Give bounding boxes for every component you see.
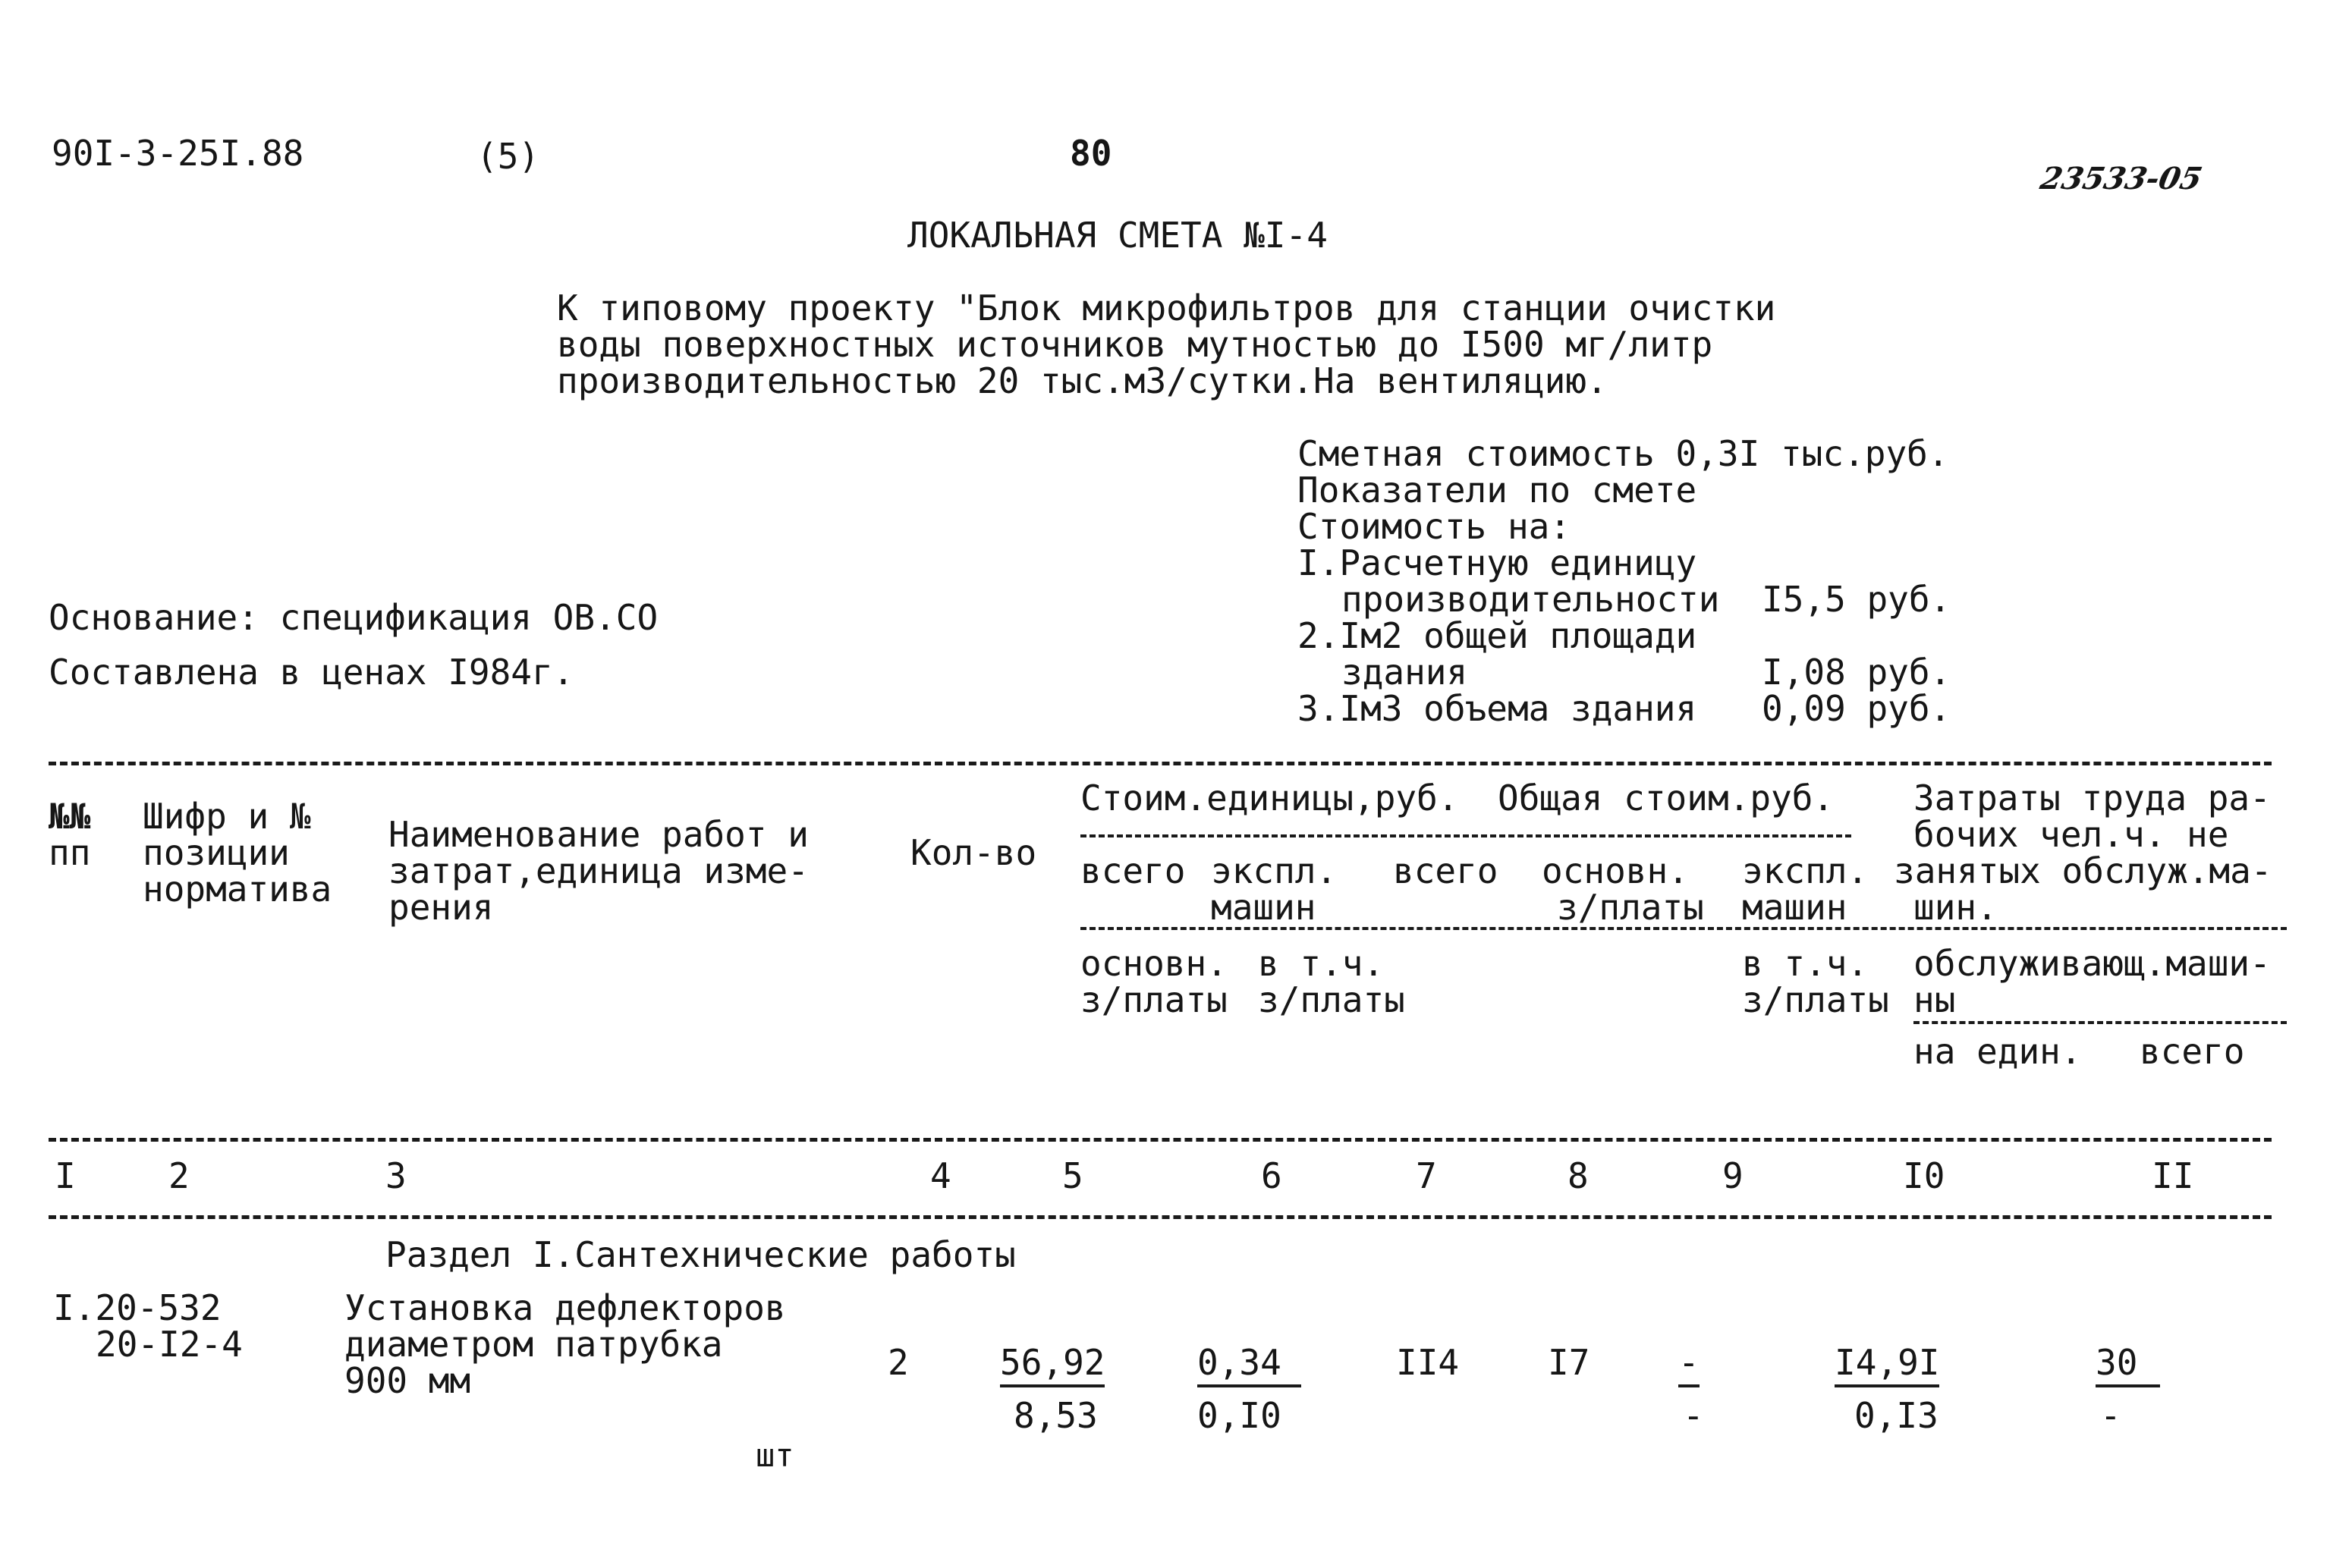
col-qty-label: Кол-во — [910, 832, 1037, 873]
col-number-3: 3 — [385, 1155, 407, 1196]
prices-line: Составлена в ценах I984г. — [49, 652, 574, 693]
indicator-2-value: I,08 руб. — [1762, 652, 1951, 693]
row-unit-cost-wages: 8,53 — [1014, 1395, 1098, 1436]
col-code-label: Шифр и № — [143, 796, 311, 837]
stamp-number: 23533-05 — [2037, 161, 2206, 196]
document-code: 90I-3-25I.88 — [52, 133, 304, 174]
unit-cost-label: Стоим.единицы,руб. — [1080, 778, 1459, 819]
col-name-label: Наименование работ и — [388, 814, 809, 855]
row-labor-total-value: 30 — [2096, 1342, 2160, 1387]
col-num-label-cont: пп — [49, 832, 91, 873]
row-unit: шт — [756, 1437, 794, 1474]
row-servicing-total: - — [2100, 1395, 2121, 1436]
col-number-10: I0 — [1903, 1155, 1945, 1196]
total-machines-cont: машин — [1742, 887, 1847, 928]
indicator-2-label-cont: здания — [1341, 652, 1468, 693]
labor-label: Затраты труда ра- — [1913, 778, 2271, 819]
cost-header-rule — [1080, 834, 1851, 837]
estimated-cost: Сметная стоимость 0,3I тыс.руб. — [1297, 433, 1949, 474]
labor-label-cont3: шин. — [1913, 887, 1998, 928]
col-number-9: 9 — [1722, 1155, 1744, 1196]
row-norm-code: 20-I2-4 — [96, 1324, 243, 1365]
row-total-machines — [1678, 1344, 1700, 1381]
total-basic-wages-cont: з/платы — [1557, 887, 1704, 928]
col-code-label-cont: позиции — [143, 832, 290, 873]
row-servicing-per-unit: 0,I3 — [1854, 1395, 1939, 1436]
subject-line-1: К типовому проекту "Блок микрофильтров для станции очистки — [557, 288, 1776, 328]
row-name-line-1: Установка дефлекторов — [344, 1287, 786, 1328]
total-cost-all: всего — [1393, 850, 1498, 891]
sub-incl-wages-2: в т.ч. — [1742, 943, 1869, 984]
row-unit-cost-machines — [1197, 1344, 1301, 1381]
sub-basic-wages: основн. — [1080, 943, 1228, 984]
row-name-line-2: диаметром патрубка — [344, 1324, 723, 1365]
row-total-basic-wages: I7 — [1548, 1342, 1590, 1383]
servicing-rule — [1913, 1021, 2287, 1024]
indicator-2-label: 2.Iм2 общей площади — [1297, 615, 1697, 656]
col-number-4: 4 — [930, 1155, 951, 1196]
col-number-2: 2 — [168, 1155, 190, 1196]
indicator-1-label-cont: производительности — [1341, 579, 1720, 620]
unit-cost-all: всего — [1080, 850, 1186, 891]
row-name-line-3: 900 мм — [344, 1360, 471, 1401]
row-total-machines-wages: - — [1683, 1395, 1704, 1436]
row-unit-cost-machines-value: 0,34 — [1197, 1342, 1301, 1387]
indicator-1-value: I5,5 руб. — [1762, 579, 1951, 620]
labor-label-cont: бочих чел.ч. не — [1913, 814, 2229, 855]
row-quantity: 2 — [888, 1342, 909, 1383]
row-total-cost: II4 — [1396, 1342, 1460, 1383]
basis-line: Основание: спецификация ОВ.СО — [49, 597, 659, 638]
col-name-label-cont2: рения — [388, 887, 494, 928]
total-basic-wages: основн. — [1542, 850, 1689, 891]
subject-line-2: воды поверхностных источников мутностью до I500 мг/литр — [557, 324, 1713, 365]
sheet-index: (5) — [476, 136, 540, 177]
indicator-3-value: 0,09 руб. — [1762, 688, 1951, 729]
indicator-3-label: 3.Iм3 объема здания — [1297, 688, 1697, 729]
section-title: Раздел I.Сантехнические работы — [385, 1234, 1016, 1275]
row-position-code: I.20-532 — [53, 1287, 222, 1328]
sub-incl-wages-2-cont: з/платы — [1742, 979, 1889, 1020]
column-numbers-top-rule — [49, 1138, 2272, 1142]
subject-line-3: производительностью 20 тыс.м3/сутки.На вентиляцию. — [557, 360, 1608, 401]
indicator-1-label: I.Расчетную единицу — [1297, 542, 1697, 583]
col-number-8: 8 — [1567, 1155, 1589, 1196]
row-unit-cost-total — [1000, 1344, 1105, 1381]
servicing-label: обслуживающ.маши- — [1913, 943, 2271, 984]
sub-incl-wages-cont: з/платы — [1258, 979, 1405, 1020]
unit-cost-machines-cont: машин — [1211, 887, 1316, 928]
total-machines: экспл. — [1742, 850, 1869, 891]
row-labor-per-unit-value: I4,9I — [1835, 1342, 1939, 1387]
labor-label-cont2: занятых обслуж.ма- — [1894, 850, 2272, 891]
row-unit-cost-total-value: 56,92 — [1000, 1342, 1105, 1387]
row-labor-total — [2096, 1344, 2160, 1381]
sub-basic-wages-cont: з/платы — [1080, 979, 1228, 1020]
cost-on-label: Стоимость на: — [1297, 506, 1571, 547]
total-cost-label: Общая стоим.руб. — [1498, 778, 1835, 819]
col-number-7: 7 — [1416, 1155, 1437, 1196]
col-number-6: 6 — [1261, 1155, 1282, 1196]
col-number-11: II — [2152, 1155, 2194, 1196]
col-number-1: I — [55, 1155, 76, 1196]
indicators-label: Показатели по смете — [1297, 470, 1697, 511]
col-name-label-cont: затрат,единица изме- — [388, 850, 809, 891]
column-numbers-bottom-rule — [49, 1215, 2272, 1219]
row-labor-per-unit — [1835, 1344, 1939, 1381]
sub-header-rule — [1080, 927, 2287, 930]
page-title: ЛОКАЛЬНАЯ СМЕТА №I-4 — [907, 215, 1328, 256]
col-code-label-cont2: норматива — [143, 869, 332, 910]
col-num-label: №№ — [49, 796, 91, 837]
sub-incl-wages: в т.ч. — [1258, 943, 1385, 984]
table-top-rule — [49, 762, 2272, 765]
unit-cost-machines: экспл. — [1211, 850, 1338, 891]
per-unit-label: на един. — [1913, 1031, 2082, 1072]
total-label: всего — [2140, 1031, 2245, 1072]
row-unit-cost-machines-wages: 0,I0 — [1197, 1395, 1281, 1436]
col-number-5: 5 — [1062, 1155, 1083, 1196]
servicing-label-cont: ны — [1913, 979, 1956, 1020]
page-number: 80 — [1070, 133, 1112, 174]
row-total-machines-value: - — [1678, 1342, 1700, 1387]
